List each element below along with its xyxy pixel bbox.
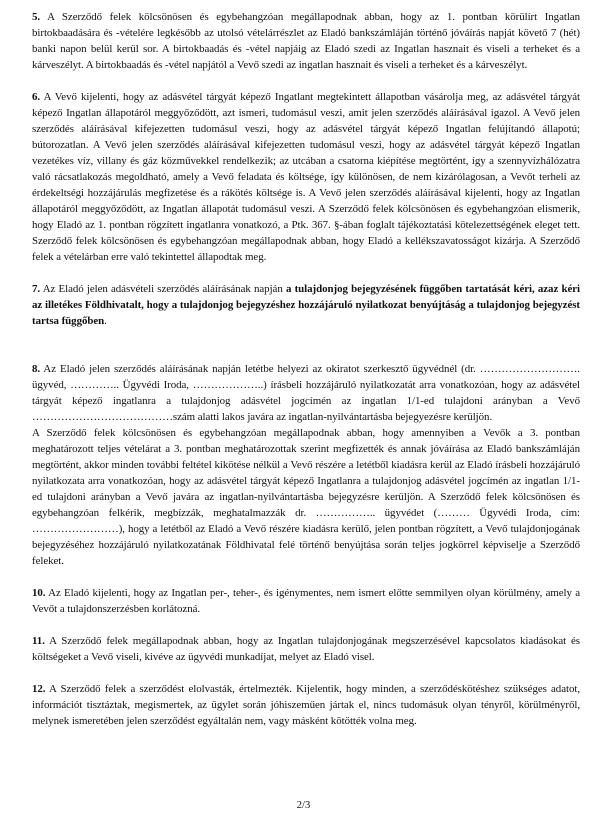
- paragraph-number: 12.: [32, 683, 46, 695]
- paragraph-text: Az Eladó kijelenti, hogy az Ingatlan per-, teher-, és igénymentes, nem ismert előtte semmilyen olyan körülmény, amely a Vevőt a tulajdonszerzésben korlátozná.: [32, 587, 580, 615]
- paragraph-6: [32, 89, 580, 265]
- paragraph-number: 5.: [32, 11, 41, 23]
- paragraph-7: [32, 281, 580, 329]
- paragraph-number: 6.: [32, 91, 41, 103]
- paragraph-12: [32, 681, 580, 729]
- paragraph-text: A Szerződő felek kölcsönösen és egybehangzóan megállapodnak abban, hogy az 1. pontban körülírt Ingatlan birtokbaadására és -vételére legkésőbb az utolsó vételárrészlet az Eladó bankszámláján történő jóváírás napját követő 7 (hét) banki napon belül kerül sor. A birtokbaadás és -vétel napjáig az Eladó szedi az Ingatlan hasznait és viseli a terheket és a kárveszélyt. A birtokbaadás és -vétel napjától a Vevő szedi az ingatlan hasznait és viseli a terheket és a kárveszélyt.: [32, 11, 580, 71]
- paragraph-text: Az Eladó jelen szerződés aláírásának napján letétbe helyezi az okiratot szerkesztő ügyvédnél (dr. ………………………. ügyvéd, ………….. Ügyvédi Iroda, ………………..) írásbeli hozzájáruló nyilatkozatát arra vonatkozóan, hogy az adásvétel tárgyát képező ingatlanra a tulajdonjog adásvétel jogcímén az ingatlan 1/1-ed tulajdoni arányban a Vevő …………………………………szám alatti lakos javára az ingatlan-nyilvántartásba bejegyezésre kerüljön. A Szerződő felek kölcsönösen és egybehangzóan megállapodnak abban, hogy amennyiben a Vevők a 3. pontban meghatározott teljes vételárat a 3. pontban meghatározottak szerint megfizették és annak jóváírása az Eladó bankszámláján megtörtént, akkor minden további feltétel kikötése nélkül a Vevő részére a letétből kiadásra kerül az Eladó írásbeli hozzájáruló nyilatkozata arra vonatkozóan, hogy az adásvétel tárgyát képező Ingatlanra a tulajdonjog adásvétel jogcímén az ingatlan 1/1-ed tulajdoni arányban a Vevő javára az ingatlan-nyilvántartásba bejegyzésre kerüljön. A Szerződő felek kölcsönösen és egybehangzóan felkérik, megbízzák, meghatalmazzák dr. …………….. ügyvédet (……… Ügyvédi Iroda, cím: ……………………), hogy a letétből az Eladó a Vevő részére kiadásra kerülő, jelen pontban rögzített, a Vevő tulajdonjogának bejegyzéséhez hozzájáruló nyilatkozatának Földhivatal felé történő benyújtása során teljes jogkörrel képviselje a Szerződő feleket.: [32, 363, 580, 567]
- paragraph-text: A Vevő kijelenti, hogy az adásvétel tárgyát képező Ingatlant megtekintett állapotban vásárolja meg, az adásvétel tárgyát képező Ingatlan állapotáról meggyőződött, azt ismeri, tudomásul veszi, amit jelen szerződés aláírásával igazol. A Vevő jelen szerződés aláírásával kifejezetten tudomásul veszi, hogy az adásvétel tárgyát képező Ingatlan felújítandó állapotú; bútorozatlan. A Vevő jelen szerződés aláírásával kifejezetten tudomásul veszi, hogy az adásvétel tárgyát képező Ingatlan vezetékes víz, villany és gáz közművekkel rendelkezik; az utcában a csatorna kiépítése megtörtént, így a szennyvízhálózatra való rácsatlakozás megoldható, amely a Vevő feladata és költsége, így különösen, de nem kizárólagosan, a Vevőt terheli az érdekeltségi hozzájárulás megfizetése és a rákötés költsége is. A Vevő jelen szerződés aláírásával kijelenti, hogy az Ingatlan állapotáról meggyőződött, az Ingatlan állapotát tudomásul veszi. A Szerződő felek kölcsönösen és egybehangzóan elismerik, hogy Eladó az 1. pontban rögzített ingatlanra vonatkozó, a Ptk. 367. §-ában foglalt tájékoztatási kötelezettségének eleget tett. Szerződő felek kölcsönösen és egybehangzóan megállapodnak abban, hogy Eladó a kellékszavatosságot kizárja. A Szerződő felek a vételárban erre való tekintettel állapodtak meg.: [32, 91, 580, 263]
- document-page: [32, 9, 580, 745]
- page-number: 2/3: [296, 800, 311, 811]
- paragraph-number: 11.: [32, 635, 45, 647]
- paragraph-10: [32, 585, 580, 617]
- paragraph-text: A Szerződő felek megállapodnak abban, hogy az Ingatlan tulajdonjogának megszerzésével kapcsolatos kiadásokat és költségeket a Vevő viseli, kivéve az ügyvédi munkadíjat, melyet az Eladó visel.: [32, 635, 580, 663]
- paragraph-11: [32, 633, 580, 665]
- paragraph-text: A Szerződő felek a szerződést elolvasták, értelmezték. Kijelentik, hogy minden, a szerződéskötéshez szükséges adatot, információt tisztáztak, megismertek, az ügylet során jóhiszeműen jártak el, nincs tudomásuk olyan tényről, körülményről, melynek ismeretében jelen szerződést egyáltalán nem, vagy másként kötötték volna meg.: [32, 683, 580, 727]
- paragraph-number: 10.: [32, 587, 46, 599]
- paragraph-number: 7.: [32, 283, 41, 295]
- paragraph-number: 8.: [32, 363, 41, 375]
- paragraph-8: [32, 345, 580, 569]
- paragraph-text: Az Eladó jelen adásvételi szerződés aláírásának napján: [40, 283, 286, 295]
- paragraph-text-end: .: [104, 315, 107, 327]
- paragraph-5: [32, 9, 580, 73]
- paragraph-bold-text: a tulajdonjog bejegyzésének függőben tartatását kéri, azaz kéri az illetékes Földhivatalt, hogy a tulajdonjog bejegyzéshez hozzájáruló nyilatkozat benyújtáság a tulajdonjog bejegyzést tartsa függőben: [32, 283, 581, 327]
